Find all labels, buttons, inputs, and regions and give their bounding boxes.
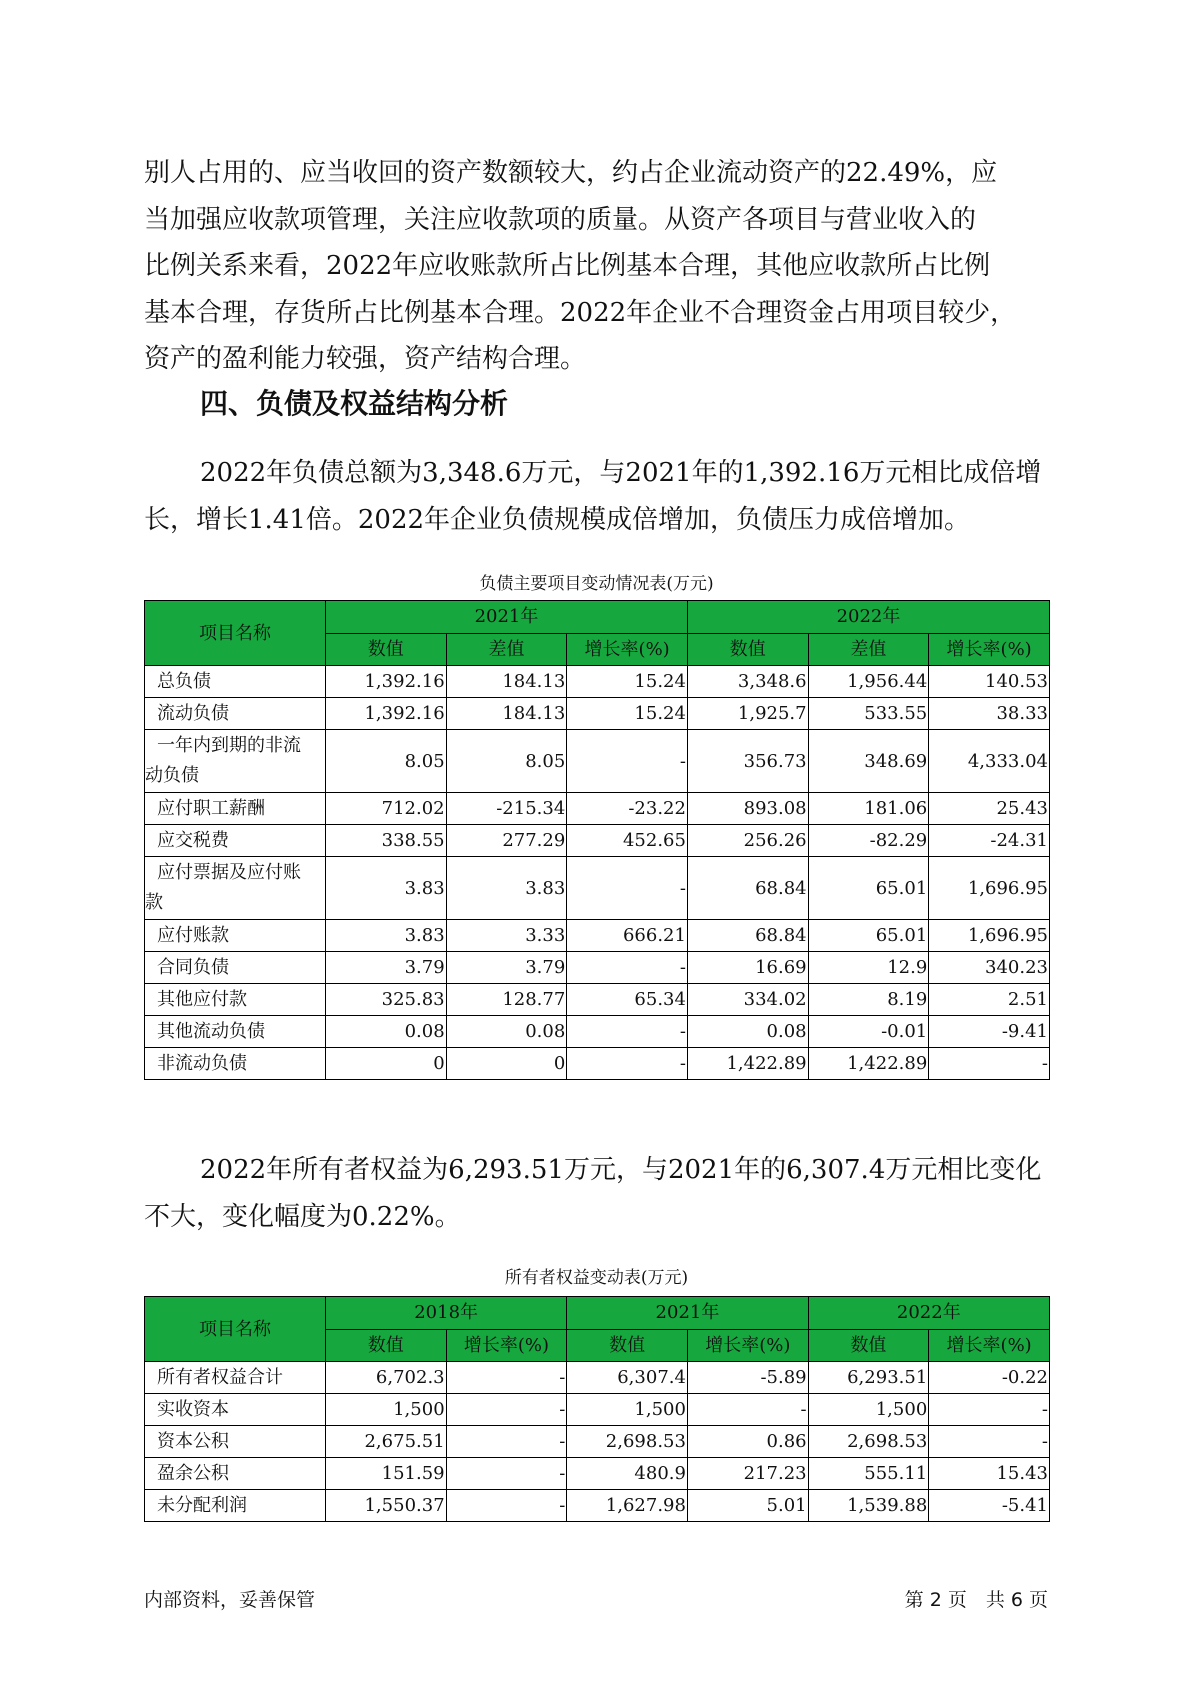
table-cell: -	[929, 1048, 1050, 1080]
table-cell: -	[567, 857, 688, 920]
column-header: 差值	[808, 633, 929, 666]
column-header: 差值	[446, 633, 567, 666]
table-cell: 68.84	[687, 857, 808, 920]
table-cell: 3.79	[446, 952, 567, 984]
table-cell: 0.08	[446, 1016, 567, 1048]
table-cell: 3.83	[325, 920, 446, 952]
table-cell: -5.41	[929, 1490, 1050, 1522]
liability-table-caption: 负债主要项目变动情况表(万元)	[479, 574, 714, 594]
column-header-year: 2022年	[687, 601, 1049, 634]
analysis-paragraph	[144, 150, 1049, 383]
table-cell: 452.65	[567, 825, 688, 857]
table-cell: 338.55	[325, 825, 446, 857]
row-label-line: 动负债	[145, 765, 199, 786]
paragraph-line: 资产的盈利能力较强，资产结构合理。	[144, 344, 587, 374]
row-label: 盈余公积	[145, 1458, 326, 1490]
column-header: 数值	[325, 1329, 446, 1362]
table-cell: 1,422.89	[808, 1048, 929, 1080]
table-cell: 65.01	[808, 857, 929, 920]
table-cell: 217.23	[687, 1458, 808, 1490]
table-cell: 1,627.98	[567, 1490, 688, 1522]
row-label	[145, 730, 326, 793]
table-cell: 6,702.3	[325, 1362, 446, 1394]
table-cell: 15.24	[567, 666, 688, 698]
table-cell: 151.59	[325, 1458, 446, 1490]
paragraph-line: 比例关系来看，2022年应收账款所占比例基本合理，其他应收款所占比例	[144, 251, 991, 281]
liability-table	[144, 600, 1050, 1080]
row-label-line: 一年内到期的非流	[157, 735, 301, 756]
table-cell: -	[446, 1394, 567, 1426]
table-cell: 334.02	[687, 984, 808, 1016]
table-cell: -9.41	[929, 1016, 1050, 1048]
table-cell: -	[567, 730, 688, 793]
table-cell: 1,696.95	[929, 920, 1050, 952]
table-cell: 1,500	[808, 1394, 929, 1426]
table-cell: 68.84	[687, 920, 808, 952]
table-cell: 65.34	[567, 984, 688, 1016]
table-cell: 2,675.51	[325, 1426, 446, 1458]
table-row	[145, 698, 1050, 730]
row-label: 实收资本	[145, 1394, 326, 1426]
row-label-line: 应付票据及应付账	[157, 862, 301, 883]
table-row	[145, 793, 1050, 825]
table-cell: 1,956.44	[808, 666, 929, 698]
column-header-year: 2022年	[808, 1297, 1049, 1330]
table-cell: 277.29	[446, 825, 567, 857]
column-header: 数值	[325, 633, 446, 666]
paragraph-line: 不大，变化幅度为0.22%。	[144, 1201, 461, 1232]
row-label	[145, 857, 326, 920]
footer-confidential-note: 内部资料，妥善保管	[144, 1589, 316, 1611]
table-row	[145, 666, 1050, 698]
table-row	[145, 825, 1050, 857]
table-cell: 256.26	[687, 825, 808, 857]
liability-paragraph	[144, 450, 1049, 543]
table-cell: 12.9	[808, 952, 929, 984]
row-label: 应付账款	[145, 920, 326, 952]
table-cell: 15.43	[929, 1458, 1050, 1490]
column-header: 数值	[567, 1329, 688, 1362]
row-label: 其他流动负债	[145, 1016, 326, 1048]
paragraph-line: 2022年所有者权益为6,293.51万元，与2021年的6,307.4万元相比变化	[200, 1155, 1042, 1185]
table-cell: -0.22	[929, 1362, 1050, 1394]
table-row	[145, 1016, 1050, 1048]
table-row	[145, 920, 1050, 952]
equity-table	[144, 1296, 1050, 1522]
table-cell: -	[446, 1362, 567, 1394]
table-row	[145, 1362, 1050, 1394]
table-row	[145, 1458, 1050, 1490]
table-cell: -	[929, 1426, 1050, 1458]
table-cell: -	[567, 1016, 688, 1048]
row-label: 合同负债	[145, 952, 326, 984]
table-cell: 3.83	[446, 857, 567, 920]
table-cell: 0.86	[687, 1426, 808, 1458]
paragraph-line: 基本合理，存货所占比例基本合理。2022年企业不合理资金占用项目较少，	[144, 297, 1017, 328]
row-label: 流动负债	[145, 698, 326, 730]
table-header-row	[145, 1297, 1050, 1330]
table-cell: 480.9	[567, 1458, 688, 1490]
table-row	[145, 1048, 1050, 1080]
table-cell: -24.31	[929, 825, 1050, 857]
table-cell: 533.55	[808, 698, 929, 730]
column-header: 增长率(%)	[929, 633, 1050, 666]
table-cell: 340.23	[929, 952, 1050, 984]
row-label: 应交税费	[145, 825, 326, 857]
table-cell: 8.05	[325, 730, 446, 793]
table-cell: 65.01	[808, 920, 929, 952]
table-cell: 1,392.16	[325, 698, 446, 730]
table-cell: 8.19	[808, 984, 929, 1016]
table-cell: 2,698.53	[808, 1426, 929, 1458]
row-label: 资本公积	[145, 1426, 326, 1458]
table-row	[145, 730, 1050, 793]
table-cell: 666.21	[567, 920, 688, 952]
table-cell: 1,500	[325, 1394, 446, 1426]
table-cell: 0	[446, 1048, 567, 1080]
column-header: 增长率(%)	[567, 633, 688, 666]
column-header-year: 2021年	[325, 601, 687, 634]
table-cell: 0.08	[325, 1016, 446, 1048]
table-cell: 1,500	[567, 1394, 688, 1426]
column-header: 数值	[687, 633, 808, 666]
column-header-item: 项目名称	[145, 601, 326, 666]
table-cell: -	[446, 1490, 567, 1522]
table-cell: 3,348.6	[687, 666, 808, 698]
table-cell: 2,698.53	[567, 1426, 688, 1458]
paragraph-line: 2022年负债总额为3,348.6万元，与2021年的1,392.16万元相比成倍增	[200, 458, 1042, 488]
table-cell: 8.05	[446, 730, 567, 793]
table-row	[145, 1426, 1050, 1458]
table-cell: 3.33	[446, 920, 567, 952]
row-label: 应付职工薪酬	[145, 793, 326, 825]
column-header-year: 2018年	[325, 1297, 566, 1330]
table-cell: 3.79	[325, 952, 446, 984]
table-cell: -	[567, 1048, 688, 1080]
table-row	[145, 857, 1050, 920]
table-cell: 16.69	[687, 952, 808, 984]
column-header: 数值	[808, 1329, 929, 1362]
page-number: 第 2 页 共 6 页	[904, 1589, 1048, 1611]
table-cell: 181.06	[808, 793, 929, 825]
equity-paragraph	[144, 1147, 1049, 1240]
table-cell: -	[446, 1458, 567, 1490]
table-cell: 140.53	[929, 666, 1050, 698]
table-cell: 128.77	[446, 984, 567, 1016]
column-header-year: 2021年	[567, 1297, 808, 1330]
section-heading: 四、负债及权益结构分析	[200, 387, 509, 420]
table-cell: -5.89	[687, 1362, 808, 1394]
table-cell: 6,293.51	[808, 1362, 929, 1394]
table-cell: 0	[325, 1048, 446, 1080]
table-cell: 184.13	[446, 666, 567, 698]
table-cell: 6,307.4	[567, 1362, 688, 1394]
table-cell: 893.08	[687, 793, 808, 825]
table-row	[145, 1490, 1050, 1522]
column-header: 增长率(%)	[687, 1329, 808, 1362]
table-cell: -	[929, 1394, 1050, 1426]
table-cell: 1,392.16	[325, 666, 446, 698]
row-label: 未分配利润	[145, 1490, 326, 1522]
table-cell: 325.83	[325, 984, 446, 1016]
table-cell: 1,550.37	[325, 1490, 446, 1522]
row-label: 其他应付款	[145, 984, 326, 1016]
column-header: 增长率(%)	[446, 1329, 567, 1362]
table-cell: 1,925.7	[687, 698, 808, 730]
table-cell: 1,422.89	[687, 1048, 808, 1080]
table-cell: 712.02	[325, 793, 446, 825]
table-row	[145, 952, 1050, 984]
paragraph-line: 长，增长1.41倍。2022年企业负债规模成倍增加，负债压力成倍增加。	[144, 504, 971, 535]
table-cell: 356.73	[687, 730, 808, 793]
table-cell: 184.13	[446, 698, 567, 730]
column-header: 增长率(%)	[929, 1329, 1050, 1362]
table-cell: -	[446, 1426, 567, 1458]
table-cell: -23.22	[567, 793, 688, 825]
equity-table-caption: 所有者权益变动表(万元)	[504, 1268, 689, 1288]
row-label: 非流动负债	[145, 1048, 326, 1080]
table-cell: 15.24	[567, 698, 688, 730]
table-cell: -215.34	[446, 793, 567, 825]
table-cell: -	[687, 1394, 808, 1426]
row-label: 总负债	[145, 666, 326, 698]
row-label-line: 款	[145, 892, 163, 913]
paragraph-line: 当加强应收款项管理，关注应收款项的质量。从资产各项目与营业收入的	[144, 204, 977, 235]
column-header-item: 项目名称	[145, 1297, 326, 1362]
table-cell: 0.08	[687, 1016, 808, 1048]
table-cell: -82.29	[808, 825, 929, 857]
table-cell: 3.83	[325, 857, 446, 920]
table-cell: 4,333.04	[929, 730, 1050, 793]
table-cell: 5.01	[687, 1490, 808, 1522]
table-header-row	[145, 601, 1050, 634]
table-cell: 1,696.95	[929, 857, 1050, 920]
table-cell: -	[567, 952, 688, 984]
table-cell: 348.69	[808, 730, 929, 793]
table-cell: 25.43	[929, 793, 1050, 825]
table-cell: 38.33	[929, 698, 1050, 730]
table-row	[145, 1394, 1050, 1426]
paragraph-line: 别人占用的、应当收回的资产数额较大，约占企业流动资产的22.49%，应	[144, 158, 998, 188]
table-cell: 1,539.88	[808, 1490, 929, 1522]
table-cell: -0.01	[808, 1016, 929, 1048]
table-cell: 555.11	[808, 1458, 929, 1490]
table-cell: 2.51	[929, 984, 1050, 1016]
row-label: 所有者权益合计	[145, 1362, 326, 1394]
table-row	[145, 984, 1050, 1016]
